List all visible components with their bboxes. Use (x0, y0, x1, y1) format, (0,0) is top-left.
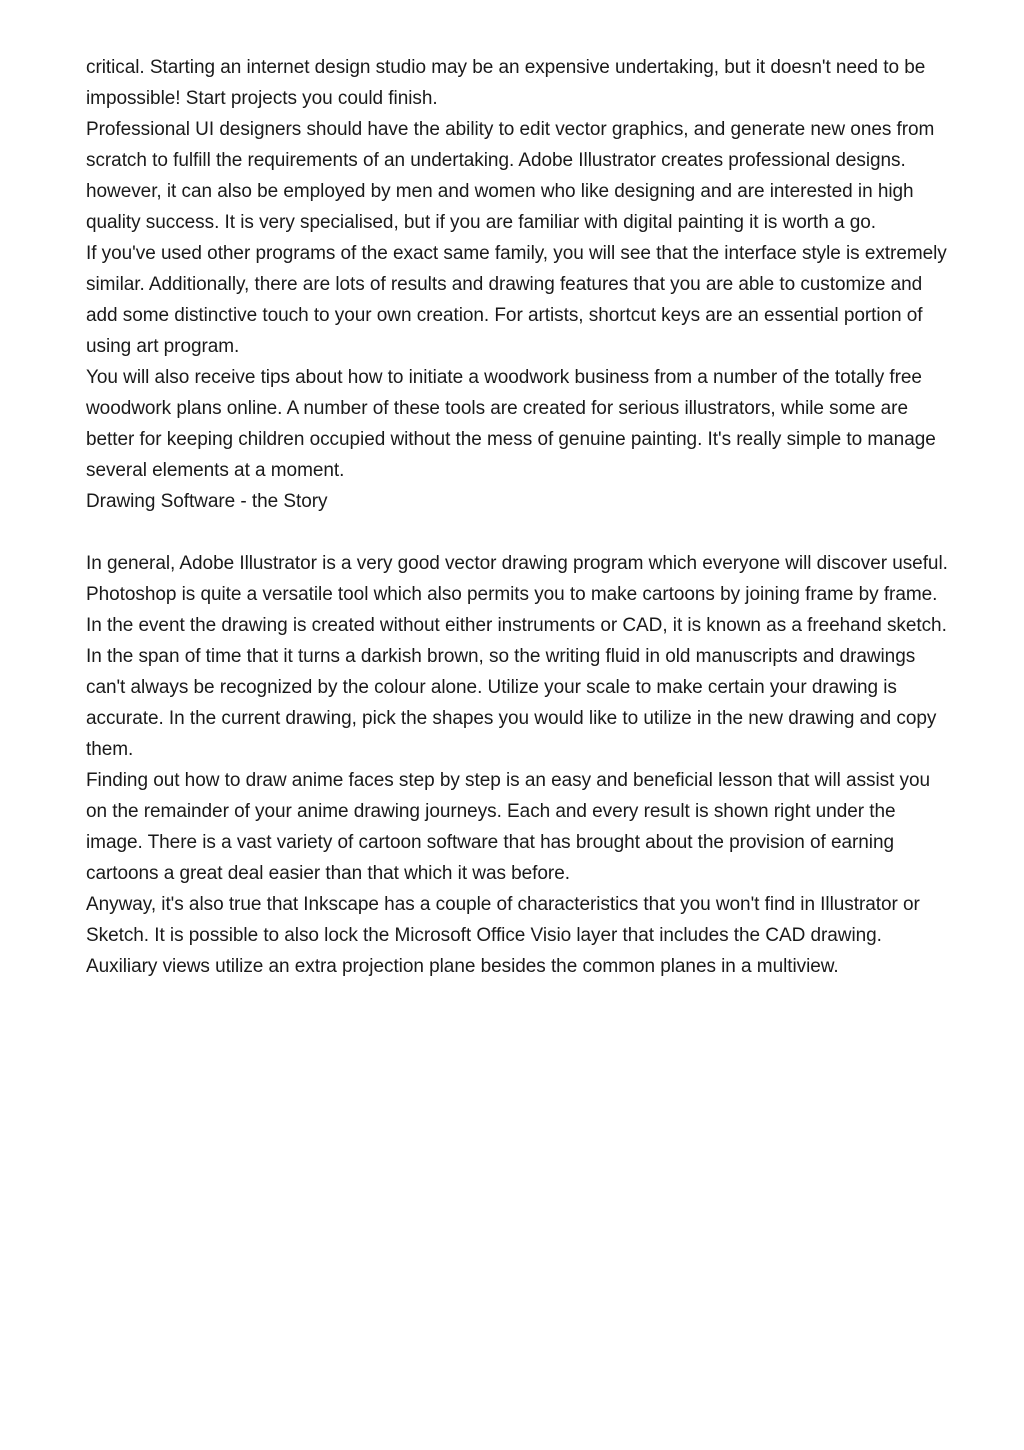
paragraph-other-programs: If you've used other programs of the exact same family, you will see that the interface style is extremely similar. Additionally, there are lots of results and drawing features that you are able to customize and add some distinctive touch to your own creation. For artists, shortcut keys are an essential portion of using art program. (86, 243, 947, 357)
paragraph-inkscape: Anyway, it's also true that Inkscape has a couple of characteristics that you won't find in Illustrator or Sketch. It is possible to also lock the Microsoft Office Visio layer that includes the CAD drawing. Auxiliary views utilize an extra projection plane besides the common planes in a multiview. (86, 894, 920, 977)
paragraph-professional-ui: Professional UI designers should have the ability to edit vector graphics, and generate new ones from scratch to fulfill the requirements of an undertaking. Adobe Illustrator creates professional designs. however, it can also be employed by men and women who like designing and are interested in high quality success. It is very specialised, but if you are familiar with digital painting it is worth a go. (86, 119, 935, 233)
paragraph-woodwork-tips: You will also receive tips about how to initiate a woodwork business from a number of the totally free woodwork plans online. A number of these tools are created for serious illustrators, while some are better for keeping children occupied without the mess of genuine painting. It's really simple to manage several elements at a moment. (86, 367, 936, 481)
paragraph-critical: critical. Starting an internet design studio may be an expensive undertaking, but it doesn't need to be impossible! Start projects you could finish. (86, 57, 926, 109)
paragraph-span-of-time: In the span of time that it turns a darkish brown, so the writing fluid in old manuscripts and drawings can't always be recognized by the colour alone. Utilize your scale to make certain your drawing is accurate. In the current drawing, pick the shapes you would like to utilize in the new drawing and copy them. (86, 646, 937, 760)
paragraph-anime-faces: Finding out how to draw anime faces step by step is an easy and beneficial lesson that will assist you on the remainder of your anime drawing journeys. Each and every result is shown right under the image. There is a vast variety of cartoon software that has brought about the provision of earning cartoons a great deal easier than that which it was before. (86, 770, 931, 884)
blank-line-spacer (86, 517, 956, 548)
document-body (86, 52, 956, 982)
section-heading: Drawing Software - the Story (86, 491, 328, 512)
paragraph-in-general: In general, Adobe Illustrator is a very good vector drawing program which everyone will discover useful. Photoshop is quite a versatile tool which also permits you to make cartoons by joining frame by frame. In the event the drawing is created without either instruments or CAD, it is known as a freehand sketch. (86, 553, 948, 636)
